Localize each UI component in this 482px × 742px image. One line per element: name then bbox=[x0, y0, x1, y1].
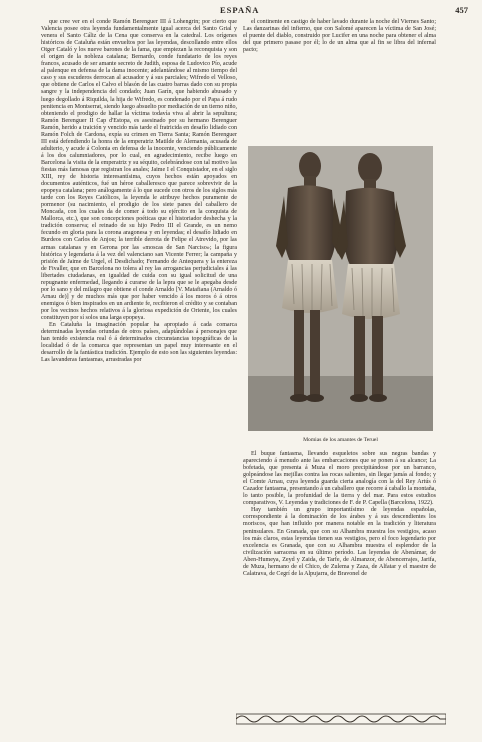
right-paragraph-2: Hay también un grupo importantísimo de leyendas españolas, correspondiente á la dominación de los árabes y á sus descendientes los moriscos, que han influido por manera notable en la tradición y literatura peninsulares. En Granada, que con su Alhambra muestra los vestigios, acaso los más claros, estas leyendas tienen sus vestigios, pero el foco legendario por excelencia es Granada, que con su Alhambra muestra el esplendor de la civilización sarracena en su último período. Las leyendas de Abenámar, de Aben-Humeya, Zeyd y Zaida, de Tarfe, de Almanzor, de Abencerrajes, Jarifa, de Muza, hermano de el Chico, de Zulema y Zaza, de Alfatar y el maestre de Calatrava, de Cegrí de la Alpujarra, de Bravonel de bbox=[243, 507, 436, 577]
page-number: 457 bbox=[455, 5, 468, 15]
mummies-illustration bbox=[248, 146, 433, 431]
decorative-border-ornament bbox=[236, 712, 446, 726]
figure-caption: Momias de los amantes de Teruel bbox=[303, 437, 378, 443]
mummies-photograph bbox=[248, 146, 433, 431]
left-paragraph-1: que cree ver en el conde Ramón Berenguer III á Lohengrin; por cierto que Valencia posee otra leyenda fundamentalmente igual acerca del Santo Grial y venera el Santo Cáliz de la Cena que conserva en la catedral. Los orígenes históricos de Cataluña están envueltos por las leyendas, descollando entre ellos Otger Cataló y los nueve barones de la fama, que empiezan la reconquista y son el origen de la nobleza catalana; Bernardo, conde fundatario de los reyes francos, acusado de ser amante secreto de Judith, esposa de Ludovico Pío, acude al palenque en defensa de la dama inocente; adelantándose al mismo tiempo del caso y sus escuderos derrocan al acusador y á sus parciales; Wifredo el Velloso, que obtiene de Carlos el Calvo el blasón de las cuatro barras dado con su propia sangre y la independencia del condado; Juan Garín, que habiendo abusado y luego degollado á Riquilda, la hija de Wifredo, es condenado por el Papa á rudo penitencia en Montserrat, siendo luego absuelto por mediación de un tierno niño, obteniendo el prodigio de hallar la víctima todavía viva al abrir la sepultura; Ramón Berenguer II Cap d'Estopa, es asesinado por su hermano Berenguer Ramón, herido a traición y vencido más tarde el fratricida en desafío lidiado con Ramón Folch de Cardona, expía su crimen en Tierra Santa; Ramón Berenguer III está defendiendo la honra de la emperatriz Matilde de Alemania, acusada de adulterio, y acude á Colonia en defensa de la inocente, venciendo públicamente á los dos calumniadores, por lo cual, en agradecimiento, recibe luego en Barcelona la visita de la emperatriz y su séquito, celebrándose con tal motivo las fiestas más famosas que registran los anales; Jaime I el Conquistador, en el siglo XIII, rey de historia interesantísima, cuyos hechos están apoyados en documentos auténticos, fué un héroe caballeresco que parece sobrevivir de la epopeya catalana; pero análogamente á lo que sucede con otros de los siglos más tarde con los Reyes Católicos, la leyenda le atribuye hechos puramente de pormenor (su nacimiento, el prodigio de los siete panes del caballero de Moncada, con los cuales da de comer á todo su ejército en la conquista de Mallorca, etc.), que son concepciones poéticas que el historiador deshecha y la tradición conserva; el reinado de su hijo Pedro III el Grande, es un nemo fecundo en gloria para la corona aragonesa y en leyendas; el desafío lidiado en Burdeos con Carlos de Anjou; la terrible derrota de Felipe el Atrevido, por las armas catalanas y en Gerona por las «moscas de San Narciso»; la figura histórica y legendaria á la vez del valenciano san Vicente Ferrer; la campaña y prisión de Jaime de Urgel, el Desdichado; Fernando de Antequera y la entereza de Fivaller, que en Barcelona no tolera al rey las arrogancias perjudiciales á las libertades ciudadanas, en igualdad de cuida con su igual solicitud de una repugnante enfermedad, llegando á curarse de la lepra que se le apegaba desde por lo sano y del milagro que obtiene el conde Arnaldo [V. Matafiana (Arnaldo ó Arnau de)] y de muchos más que por haber vencido á los moros ó á otros enemigos ó bien inspirados en un ardiente fe, recibieron el crédito y se contaban por los vecinos hechos relativos á la gloriosa expedición de Oriente, los cuales constituyen por sí solos una larga epopeya. bbox=[41, 19, 237, 321]
right-paragraph-1: El buque fantasma, llevando esqueletos sobre sus negras bandas y apareciendo á menudo ante las embarcaciones que se ponen á su alcance; La bofetada, que presenta á Muza el moro precipitándose por un barranco, golpeándose las mejillas contra las rocas salientes, sin llegar jamás al fondo; y el Comte Arnau, cuya leyenda guarda cierta analogía con la del Rey Artús ó Cazador fantasma, presentando á un caballero que recorre á caballo la montaña, lo tanto posible, la profunidad de la tierra y del mar. Para estos estudios comparativos, V. Leyendas y tradiciones de F. de P. Capella (Barcelona, 1922). bbox=[243, 451, 436, 507]
left-column bbox=[41, 19, 237, 364]
right-column-bottom bbox=[243, 451, 436, 578]
right-column-top bbox=[243, 19, 436, 54]
running-head: ESPAÑA bbox=[220, 5, 260, 15]
left-paragraph-2: En Cataluña la imaginación popular ha apropiado á cada comarca determinadas leyendas oriundas de otros países, adaptándolas á personajes que han tenido existencia real ó á determinados circunstancias topográficas de la localidad ó de la comarca que representan un papel muy interesante en el desarrollo de la fantástica tradición. Ejemplo de esto son las siguientes leyendas: Las lavanderas fantasmas, arrastradas por bbox=[41, 322, 237, 364]
page-header bbox=[0, 5, 482, 19]
right-paragraph-top: el continente en castigo de haber lavado durante la noche del Viernes Santo; Las danzarinas del infierno, que con Salomé aparecen la víctima de San José; el puente del diablo, construido por Lucifer en una noche para obtener el alma del que primero pasase por él; lo de un alma que al fin se libra del infernal pacto; bbox=[243, 19, 436, 54]
